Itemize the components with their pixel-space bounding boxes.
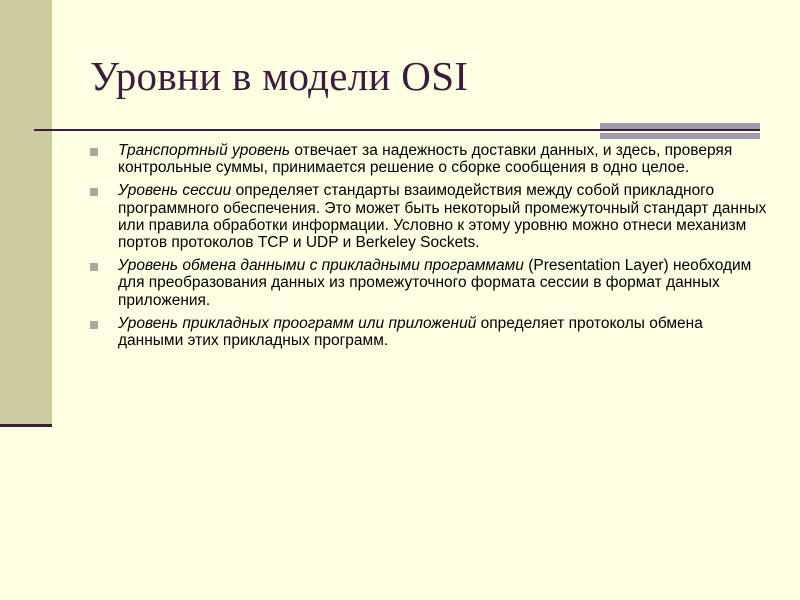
bullet-text: отвечает за надежность доставки данных, и здесь, проверяя контрольные суммы, принимается решение о сборке сообщения в одно целое. xyxy=(118,142,733,177)
bullet-item-session-layer xyxy=(90,182,770,251)
bullet-text: (Presentation Layer) необходим для преобразования данных из промежуточного формата сессии в формат данных приложения. xyxy=(118,257,752,309)
square-bullet-icon xyxy=(90,321,98,329)
sidebar-bottom-rule xyxy=(0,424,52,427)
bullet-term: Уровень прикладных проограмм или приложений xyxy=(118,314,477,332)
left-sidebar-decoration xyxy=(0,0,52,426)
square-bullet-icon xyxy=(90,263,98,271)
square-bullet-icon xyxy=(90,148,98,156)
bullet-term: Транспортный уровень xyxy=(118,142,291,159)
bullet-term: Уровень сессии xyxy=(118,182,232,200)
bullet-item-application-layer xyxy=(90,315,770,349)
bullet-list xyxy=(90,142,770,355)
bullet-term: Уровень обмена данными с прикладными программами xyxy=(118,257,524,275)
bullet-text: определяет протоколы обмена данными этих прикладных программ. xyxy=(118,314,703,350)
title-accent-blocks xyxy=(600,123,760,139)
bullet-item-presentation-layer xyxy=(90,257,770,309)
square-bullet-icon xyxy=(90,188,98,196)
bullet-item-transport-layer xyxy=(90,142,770,176)
slide-title: Уровни в модели OSI xyxy=(90,53,469,99)
bullet-text: определяет стандарты взаимодействия между собой прикладного программного обеспечения. Это может быть некоторый промежуточный стандарт данных или правила обработки информации. Условно к этому уровню можно отнеси механизм портов протоколов TCP и UDP и Berkeley Sockets. xyxy=(118,182,767,252)
accent-block-bottom xyxy=(600,133,760,139)
accent-block-top xyxy=(600,123,760,129)
